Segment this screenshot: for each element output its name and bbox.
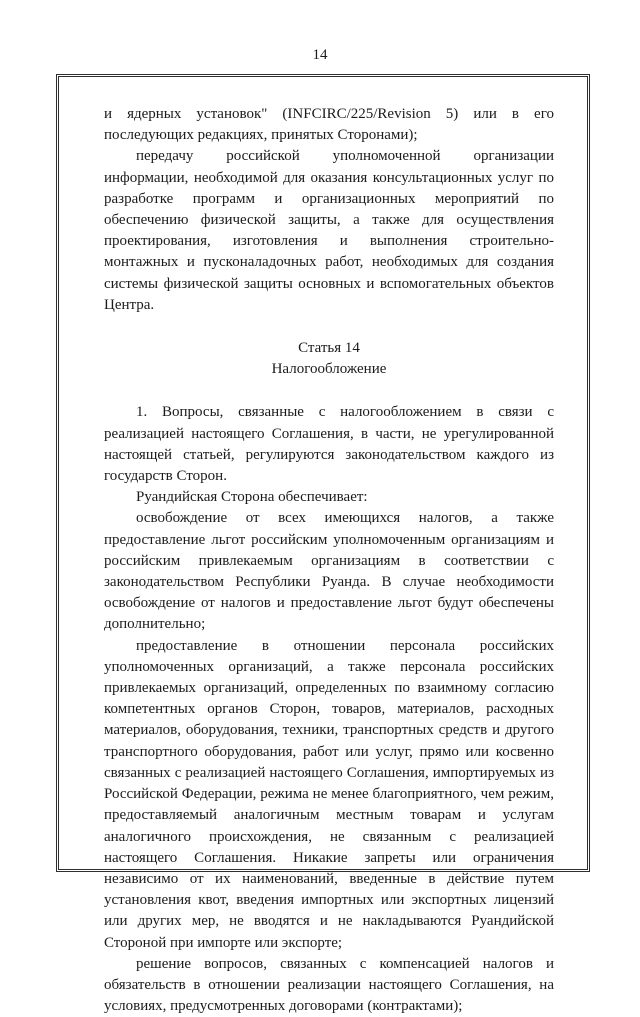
article-number: Статья 14 (298, 340, 360, 357)
paragraph-taxation-clause-1: 1. Вопросы, связанные с налогообложением в связи с реализацией настоящего Соглашения, в части, не урегулированной настоящей статьей, регулируются законодательством каждого из государств Сторон. (104, 404, 554, 485)
paragraph-information-transfer: передачу российской уполномоченной организации информации, необходимой для оказания консультационных услуг по разработке программ и организационных мероприятий по обеспечению физической защиты, а также для осуществления проектирования, изготовления и выполнения строительно-монтажных и пусконаладочных работ, необходимых для создания системы физической защиты основных и вспомогательных объектов Центра. (104, 148, 554, 313)
paragraph-tax-compensation: решение вопросов, связанных с компенсацией налогов и обязательств в отношении реализации настоящего Соглашения, на условиях, предусмотренных договорами (контрактами); (104, 955, 554, 1015)
paragraph-tax-exemption: освобождение от всех имеющихся налогов, а также предоставление льгот российским уполномоченным организациям и российским привлекаемым организациям в соответствии с законодательством Республики Руанда. В случае необходимости освобождение от налогов и предоставление льгот будут обеспечены дополнительно; (104, 510, 554, 633)
paragraph-favorable-regime: предоставление в отношении персонала российских уполномоченных организаций, а также персонала российских привлекаемых организаций, определенных по взаимному согласию компетентных органов Сторон, товаров, материалов, расходных материалов, оборудования, техники, транспортных средств и другого транспортного оборудования, работ или услуг, прямо или косвенно связанных с реализацией настоящего Соглашения, импортируемых из Российской Федерации, режима не менее благоприятного, чем режим, предоставляемый аналогичным местным товарам и услугам аналогичного происхождения, не связанным с реализацией настоящего Соглашения. Никакие запреты или ограничения независимо от их наименований, введенные в действие путем установления квот, введения импортных или экспортных лицензий или других мер, не вводятся и не накладываются Руандийской Стороной при импорте или экспорте; (104, 637, 554, 951)
page-number: 14 (312, 47, 328, 63)
paragraph-rwanda-provides: Руандийская Сторона обеспечивает: (136, 489, 368, 506)
document-body (104, 104, 554, 1017)
paragraph-continuation: и ядерных установок" (INFCIRC/225/Revision 5) или в его последующих редакциях, принятых Сторонами); (104, 106, 554, 144)
article-title: Налогообложение (271, 361, 387, 378)
